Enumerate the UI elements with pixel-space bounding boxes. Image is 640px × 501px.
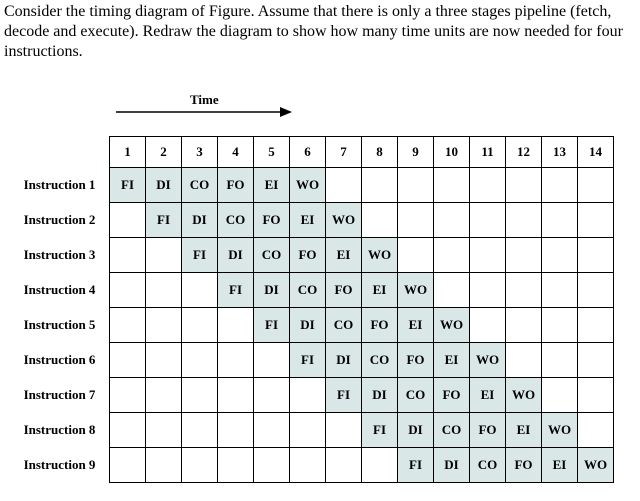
instruction-label: Instruction 3	[23, 247, 96, 262]
stage-cell: CO	[362, 343, 398, 378]
empty-cell	[182, 413, 218, 448]
stage-cell: EI	[434, 343, 470, 378]
empty-cell	[326, 168, 362, 203]
empty-cell	[578, 378, 614, 413]
time-column-header: 4	[218, 137, 254, 168]
stage-cell: WO	[542, 413, 578, 448]
instruction-label: Instruction 9	[23, 457, 96, 472]
empty-cell	[398, 203, 434, 238]
stage-cell: EI	[542, 448, 578, 483]
time-column-header: 6	[290, 137, 326, 168]
empty-cell	[578, 203, 614, 238]
stage-cell: FI	[398, 448, 434, 483]
empty-cell	[398, 168, 434, 203]
stage-cell: CO	[218, 203, 254, 238]
empty-cell	[218, 448, 254, 483]
stage-cell: FO	[218, 168, 254, 203]
empty-cell	[110, 413, 146, 448]
time-column-header: 9	[398, 137, 434, 168]
empty-cell	[146, 343, 182, 378]
empty-cell	[578, 308, 614, 343]
stage-cell: CO	[254, 238, 290, 273]
stage-cell: FO	[506, 448, 542, 483]
time-column-header: 14	[578, 137, 614, 168]
empty-cell	[182, 378, 218, 413]
stage-cell: EI	[362, 273, 398, 308]
time-header-row	[10, 137, 614, 168]
stage-cell: WO	[290, 168, 326, 203]
stage-cell: DI	[362, 378, 398, 413]
stage-cell: FO	[362, 308, 398, 343]
empty-cell	[218, 413, 254, 448]
empty-cell	[506, 273, 542, 308]
stage-cell: CO	[326, 308, 362, 343]
empty-cell	[542, 238, 578, 273]
empty-cell	[182, 343, 218, 378]
stage-cell: FI	[218, 273, 254, 308]
empty-cell	[434, 273, 470, 308]
empty-cell	[326, 413, 362, 448]
empty-cell	[542, 273, 578, 308]
empty-cell	[110, 448, 146, 483]
empty-cell	[506, 343, 542, 378]
empty-cell	[470, 203, 506, 238]
empty-cell	[434, 238, 470, 273]
instruction-row	[10, 238, 614, 273]
time-column-header: 8	[362, 137, 398, 168]
time-column-header: 2	[146, 137, 182, 168]
empty-cell	[254, 413, 290, 448]
empty-cell	[182, 308, 218, 343]
time-column-header: 5	[254, 137, 290, 168]
instruction-row	[10, 413, 614, 448]
stage-cell: WO	[578, 448, 614, 483]
time-column-header: 13	[542, 137, 578, 168]
empty-cell	[542, 168, 578, 203]
stage-cell: EI	[398, 308, 434, 343]
empty-cell	[398, 238, 434, 273]
stage-cell: DI	[146, 168, 182, 203]
stage-cell: FO	[434, 378, 470, 413]
stage-cell: EI	[506, 413, 542, 448]
stage-cell: DI	[218, 238, 254, 273]
instruction-row	[10, 378, 614, 413]
stage-cell: FI	[362, 413, 398, 448]
stage-cell: FI	[290, 343, 326, 378]
empty-cell	[362, 448, 398, 483]
empty-cell	[110, 203, 146, 238]
empty-cell	[434, 168, 470, 203]
empty-cell	[542, 343, 578, 378]
empty-cell	[146, 308, 182, 343]
empty-cell	[578, 343, 614, 378]
instruction-label: Instruction 7	[23, 387, 96, 402]
empty-cell	[146, 413, 182, 448]
stage-cell: WO	[470, 343, 506, 378]
empty-cell	[470, 168, 506, 203]
stage-cell: FO	[398, 343, 434, 378]
instruction-row	[10, 343, 614, 378]
empty-cell	[578, 168, 614, 203]
stage-cell: WO	[434, 308, 470, 343]
empty-cell	[254, 343, 290, 378]
instruction-row	[10, 448, 614, 483]
instruction-label: Instruction 8	[23, 422, 96, 437]
stage-cell: FI	[326, 378, 362, 413]
empty-cell	[578, 413, 614, 448]
empty-cell	[542, 203, 578, 238]
empty-cell	[470, 308, 506, 343]
empty-cell	[290, 378, 326, 413]
stage-cell: DI	[182, 203, 218, 238]
time-arrow-icon	[116, 105, 296, 119]
empty-cell	[110, 308, 146, 343]
empty-cell	[110, 343, 146, 378]
empty-cell	[470, 238, 506, 273]
stage-cell: EI	[326, 238, 362, 273]
stage-cell: WO	[362, 238, 398, 273]
time-column-header: 1	[110, 137, 146, 168]
time-column-header: 3	[182, 137, 218, 168]
instruction-row	[10, 273, 614, 308]
empty-cell	[506, 238, 542, 273]
empty-cell	[110, 238, 146, 273]
empty-cell	[290, 413, 326, 448]
empty-cell	[182, 273, 218, 308]
stage-cell: FO	[326, 273, 362, 308]
stage-cell: DI	[434, 448, 470, 483]
instruction-label: Instruction 4	[23, 282, 96, 297]
question-text: Consider the timing diagram of Figure. Assume that there is only a three stages pipeline (fetch, decode and execute). Redraw the diagram to show how many time units are now needed for four instructions.	[4, 3, 623, 60]
empty-cell	[506, 308, 542, 343]
stage-cell: FI	[182, 238, 218, 273]
empty-cell	[110, 378, 146, 413]
stage-cell: FO	[290, 238, 326, 273]
stage-cell: CO	[434, 413, 470, 448]
empty-cell	[326, 448, 362, 483]
stage-cell: EI	[254, 168, 290, 203]
empty-cell	[290, 448, 326, 483]
empty-cell	[218, 343, 254, 378]
empty-cell	[362, 168, 398, 203]
instruction-row	[10, 203, 614, 238]
empty-cell	[110, 273, 146, 308]
stage-cell: FI	[146, 203, 182, 238]
empty-cell	[218, 378, 254, 413]
empty-cell	[506, 203, 542, 238]
time-column-header: 10	[434, 137, 470, 168]
stage-cell: EI	[290, 203, 326, 238]
empty-cell	[146, 378, 182, 413]
stage-cell: FO	[254, 203, 290, 238]
stage-cell: WO	[398, 273, 434, 308]
pipeline-timing-table	[10, 136, 614, 483]
time-column-header: 12	[506, 137, 542, 168]
empty-cell	[146, 238, 182, 273]
empty-cell	[542, 308, 578, 343]
stage-cell: FI	[110, 168, 146, 203]
instruction-row	[10, 168, 614, 203]
stage-cell: CO	[470, 448, 506, 483]
stage-cell: FI	[254, 308, 290, 343]
empty-cell	[506, 168, 542, 203]
empty-cell	[578, 238, 614, 273]
instruction-label: Instruction 1	[23, 177, 96, 192]
stage-cell: WO	[326, 203, 362, 238]
stage-cell: DI	[290, 308, 326, 343]
empty-cell	[578, 273, 614, 308]
empty-cell	[362, 203, 398, 238]
time-column-header: 7	[326, 137, 362, 168]
stage-cell: WO	[506, 378, 542, 413]
time-axis-label: Time	[190, 92, 219, 107]
empty-cell	[542, 378, 578, 413]
stage-cell: CO	[398, 378, 434, 413]
empty-cell	[254, 378, 290, 413]
header-corner	[10, 137, 110, 168]
instruction-label: Instruction 5	[23, 317, 96, 332]
empty-cell	[146, 448, 182, 483]
stage-cell: FO	[470, 413, 506, 448]
stage-cell: EI	[470, 378, 506, 413]
stage-cell: CO	[182, 168, 218, 203]
instruction-row	[10, 308, 614, 343]
instruction-label: Instruction 6	[23, 352, 96, 367]
stage-cell: DI	[326, 343, 362, 378]
time-column-header: 11	[470, 137, 506, 168]
stage-cell: DI	[398, 413, 434, 448]
stage-cell: CO	[290, 273, 326, 308]
instruction-label: Instruction 2	[23, 212, 96, 227]
empty-cell	[182, 448, 218, 483]
empty-cell	[254, 448, 290, 483]
empty-cell	[470, 273, 506, 308]
empty-cell	[434, 203, 470, 238]
stage-cell: DI	[254, 273, 290, 308]
empty-cell	[146, 273, 182, 308]
empty-cell	[218, 308, 254, 343]
